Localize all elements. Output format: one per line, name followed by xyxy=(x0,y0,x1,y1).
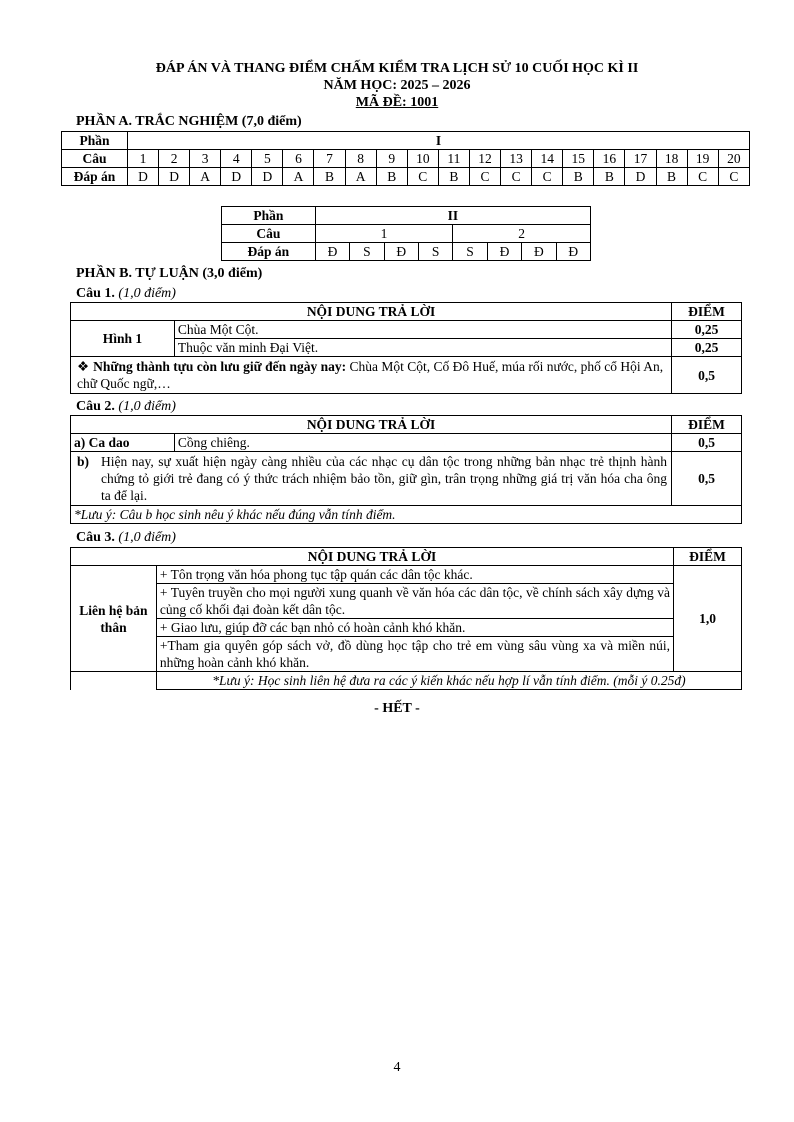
question-number: 6 xyxy=(283,150,314,168)
answer-letter: S xyxy=(453,243,487,261)
q1-label: Câu 1. xyxy=(76,286,115,301)
question-number: 5 xyxy=(252,150,283,168)
end-marker: - HẾT - xyxy=(374,701,420,716)
answer-letter: Đ xyxy=(487,243,521,261)
question-number: 12 xyxy=(469,150,500,168)
answer-letter: A xyxy=(190,168,221,186)
question-number: 2 xyxy=(159,150,190,168)
score-cell: 1,0 xyxy=(674,566,742,672)
answer-letter: C xyxy=(687,168,718,186)
answer-text: Chùa Một Cột, Cố Đô Huế, múa rối nước, phố cổ Hội An, chữ Quốc ngữ,… xyxy=(77,359,664,391)
row-label-hinh1: Hình 1 xyxy=(71,321,175,357)
dapan-label: Đáp án xyxy=(222,243,316,261)
question-number: 3 xyxy=(190,150,221,168)
question-number: 11 xyxy=(438,150,469,168)
answer-letter: C xyxy=(532,168,563,186)
answer-item: + Tuyên truyền cho mọi người xung quanh về văn hóa các dân tộc, về chính sách xây dựng và củng cố khối đại đoàn kết dân tộc. xyxy=(156,584,673,619)
question-number: 20 xyxy=(718,150,749,168)
q2-points: (1,0 điểm) xyxy=(118,399,176,414)
row-label-lien-he: Liên hệ bản thân xyxy=(71,566,157,672)
question-number: 17 xyxy=(625,150,656,168)
answer-letter: A xyxy=(283,168,314,186)
phan-value: I xyxy=(127,132,749,150)
answer-letter: D xyxy=(221,168,252,186)
school-year: NĂM HỌC: 2025 – 2026 xyxy=(323,78,471,93)
exam-code: MÃ ĐỀ: 1001 xyxy=(355,95,439,110)
q1-heading xyxy=(76,286,176,302)
answer-item: + Tôn trọng văn hóa phong tục tập quán các dân tộc khác. xyxy=(156,566,673,584)
question-number: 13 xyxy=(501,150,532,168)
question-number: 8 xyxy=(345,150,376,168)
answer-letter: S xyxy=(418,243,452,261)
answer-bold: Những thành tựu còn lưu giữ đến ngày nay: xyxy=(93,359,347,374)
question-number: 16 xyxy=(594,150,625,168)
question-number: 15 xyxy=(563,150,594,168)
answer-b xyxy=(71,452,672,506)
question-cell: 2 xyxy=(453,225,591,243)
answer-item: + Giao lưu, giúp đỡ các bạn nhỏ có hoàn cảnh khó khăn. xyxy=(156,619,673,637)
answer-letter: A xyxy=(345,168,376,186)
score-cell: 0,5 xyxy=(672,434,742,452)
answer-text: Thuộc văn minh Đại Việt. xyxy=(174,339,671,357)
q1-points: (1,0 điểm) xyxy=(118,286,176,301)
answer-letter: B xyxy=(438,168,469,186)
cau-label: Câu xyxy=(62,150,128,168)
b-label: b) xyxy=(77,454,90,469)
multiple-choice-table xyxy=(61,131,750,186)
score-cell: 0,25 xyxy=(672,339,742,357)
answer-item: +Tham gia quyên góp sách vở, đồ dùng học tập cho trẻ em vùng sâu vùng xa và miền núi, những hoàn cảnh khó khăn. xyxy=(156,637,673,672)
row-label-ca-dao: a) Ca dao xyxy=(71,434,175,452)
score-cell: 0,5 xyxy=(672,357,742,394)
score-cell: 0,25 xyxy=(672,321,742,339)
empty-cell xyxy=(71,672,157,690)
q2-heading xyxy=(76,399,176,415)
answer-letter: Đ xyxy=(556,243,590,261)
q2-label: Câu 2. xyxy=(76,399,115,414)
q3-label: Câu 3. xyxy=(76,530,115,545)
answer-achievements xyxy=(71,357,672,394)
answer-letter: B xyxy=(376,168,407,186)
question-number: 4 xyxy=(221,150,252,168)
phan-label: Phần xyxy=(222,207,316,225)
answer-letter: B xyxy=(594,168,625,186)
part-b-title: PHẦN B. TỰ LUẬN (3,0 điểm) xyxy=(76,266,263,281)
answer-letter: B xyxy=(563,168,594,186)
exam-code-wrap xyxy=(0,94,794,111)
answer-letter: C xyxy=(469,168,500,186)
question-number: 14 xyxy=(532,150,563,168)
content-header: NỘI DUNG TRẢ LỜI xyxy=(71,548,674,566)
answer-letter: C xyxy=(407,168,438,186)
answer-letter: C xyxy=(718,168,749,186)
q3-heading xyxy=(76,530,176,546)
q3-table xyxy=(70,547,742,690)
score-header: ĐIỂM xyxy=(672,303,742,321)
answer-letter: Đ xyxy=(315,243,349,261)
q2-table xyxy=(70,415,742,524)
score-cell: 0,5 xyxy=(672,452,742,506)
answer-letter: C xyxy=(501,168,532,186)
document-title: ĐÁP ÁN VÀ THANG ĐIỂM CHẤM KIỂM TRA LỊCH SỬ 10 CUỐI HỌC KÌ II xyxy=(155,61,639,76)
answer-letter: D xyxy=(252,168,283,186)
answer-text: Hiện nay, sự xuất hiện ngày càng nhiều của các nhạc cụ dân tộc trong những bản nhạc trẻ thịnh hành chứng tỏ giới trẻ đang có ý thức trách nhiệm bảo tồn, giữ gìn, trân trọng những giá trị văn hóa cha ông ta để lại. xyxy=(101,454,668,503)
question-number: 10 xyxy=(407,150,438,168)
page-number: 4 xyxy=(393,1060,401,1075)
phan-label: Phần xyxy=(62,132,128,150)
answer-letter: B xyxy=(656,168,687,186)
answer-text: Cồng chiêng. xyxy=(174,434,671,452)
answer-letter: D xyxy=(625,168,656,186)
question-number: 18 xyxy=(656,150,687,168)
part-a-title: PHẦN A. TRẮC NGHIỆM (7,0 điểm) xyxy=(76,114,302,129)
answer-letter: D xyxy=(127,168,158,186)
dapan-label: Đáp án xyxy=(62,168,128,186)
q3-points: (1,0 điểm) xyxy=(118,530,176,545)
diamond-bullet-icon: ❖ xyxy=(77,359,90,374)
content-header: NỘI DUNG TRẢ LỜI xyxy=(71,416,672,434)
q2-note: *Lưu ý: Câu b học sinh nêu ý khác nếu đúng vẫn tính điểm. xyxy=(71,506,742,524)
q3-note: *Lưu ý: Học sinh liên hệ đưa ra các ý kiến khác nếu hợp lí vẫn tính điểm. (mỗi ý 0.25đ) xyxy=(156,672,741,690)
q1-table xyxy=(70,302,742,394)
question-number: 9 xyxy=(376,150,407,168)
cau-label: Câu xyxy=(222,225,316,243)
question-number: 19 xyxy=(687,150,718,168)
content-header: NỘI DUNG TRẢ LỜI xyxy=(71,303,672,321)
answer-letter: B xyxy=(314,168,345,186)
answer-letter: D xyxy=(159,168,190,186)
score-header: ĐIỂM xyxy=(674,548,742,566)
question-number: 7 xyxy=(314,150,345,168)
question-number: 1 xyxy=(127,150,158,168)
answer-letter: S xyxy=(350,243,384,261)
answer-text: Chùa Một Cột. xyxy=(174,321,671,339)
score-header: ĐIỂM xyxy=(672,416,742,434)
true-false-table xyxy=(221,206,591,261)
question-cell: 1 xyxy=(315,225,453,243)
answer-letter: Đ xyxy=(384,243,418,261)
phan-value: II xyxy=(315,207,590,225)
answer-letter: Đ xyxy=(522,243,556,261)
